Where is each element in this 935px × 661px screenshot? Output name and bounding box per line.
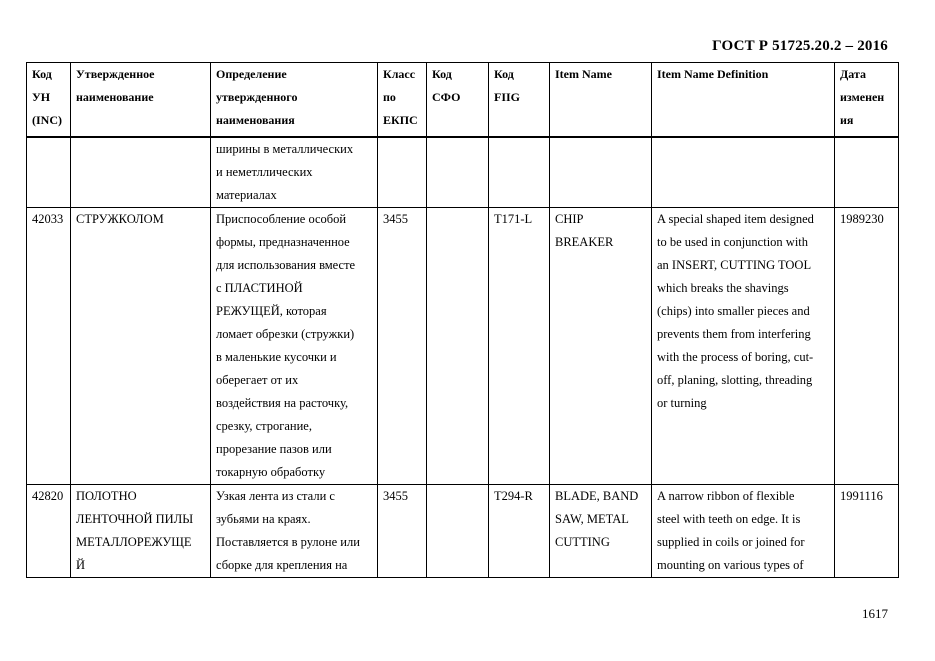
cell-text-line: 1989230 — [840, 212, 884, 226]
cell-sfo — [427, 485, 489, 578]
cell-approved-name — [71, 208, 211, 485]
cell-text-line: mounting on various types of — [657, 558, 804, 572]
cell-text-line: РЕЖУЩЕЙ, которая — [216, 304, 327, 318]
cell-text-line: FIIG — [494, 90, 521, 104]
page-number: 1617 — [862, 606, 888, 621]
cell-text-line: и неметллических — [216, 165, 313, 179]
cell-text-line: ия — [840, 113, 854, 127]
cell-text-line: T171-L — [494, 212, 533, 226]
cell-inc — [27, 137, 71, 208]
table-row — [27, 137, 899, 208]
cell-text-line: supplied in coils or joined for — [657, 535, 805, 549]
cell-text-line: an INSERT, CUTTING TOOL — [657, 258, 812, 272]
cell-text-line: Код — [432, 67, 452, 81]
cell-text-line: утвержденного — [216, 90, 298, 104]
cell-text-line: SAW, METAL — [555, 512, 629, 526]
cell-text-line: ЛЕНТОЧНОЙ ПИЛЫ — [76, 512, 194, 526]
cell-text-line: 3455 — [383, 212, 408, 226]
cell-text-line: 1991116 — [840, 489, 883, 503]
cell-text-line: материалах — [216, 188, 277, 202]
cell-text-line: воздействия на расточку, — [216, 396, 349, 410]
cell-text-line: формы, предназначенное — [216, 235, 350, 249]
cell-text-line: по — [383, 90, 396, 104]
cell-text-line: A narrow ribbon of flexible — [657, 489, 795, 503]
cell-item-name — [550, 208, 652, 485]
cell-text-line: ширины в металлических — [216, 142, 354, 156]
cell-text-line: 42033 — [32, 212, 64, 226]
cell-text-line: СФО — [432, 90, 461, 104]
cell-item-name — [550, 485, 652, 578]
cell-date — [835, 137, 899, 208]
cell-fiig — [489, 137, 550, 208]
cell-text-line: с ПЛАСТИНОЙ — [216, 281, 303, 295]
cell-text-line: Й — [76, 558, 86, 572]
cell-definition — [211, 208, 378, 485]
cell-approved-name — [71, 485, 211, 578]
header-approved-name — [71, 63, 211, 138]
cell-text-line: МЕТАЛЛОРЕЖУЩЕ — [76, 535, 192, 549]
cell-text-line: (chips) into smaller pieces and — [657, 304, 810, 318]
cell-text-line: УН — [32, 90, 51, 104]
cell-text-line: в маленькие кусочки и — [216, 350, 337, 364]
cell-text-line: токарную обработку — [216, 465, 326, 479]
cell-item-definition — [652, 137, 835, 208]
document-header-title: ГОСТ Р 51725.20.2 – 2016 — [712, 38, 888, 54]
cell-text-line: Утвержденное — [76, 67, 155, 81]
cell-text-line: Код — [494, 67, 514, 81]
cell-text-line: 42820 — [32, 489, 64, 503]
cell-text-line: сборке для крепления на — [216, 558, 348, 572]
cell-text-line: CUTTING — [555, 535, 610, 549]
cell-item-name — [550, 137, 652, 208]
cell-sfo — [427, 208, 489, 485]
cell-definition — [211, 137, 378, 208]
cell-ekps — [378, 137, 427, 208]
cell-text-line: Узкая лента из стали с — [216, 489, 335, 503]
cell-text-line: to be used in conjunction with — [657, 235, 809, 249]
catalog-table — [26, 62, 899, 578]
cell-text-line: Item Name — [555, 67, 612, 81]
cell-text-line: Поставляется в рулоне или — [216, 535, 360, 549]
cell-text-line: Item Name Definition — [657, 67, 769, 81]
cell-text-line: (INC) — [32, 113, 62, 127]
cell-inc — [27, 485, 71, 578]
cell-inc — [27, 208, 71, 485]
cell-fiig — [489, 208, 550, 485]
cell-text-line: Приспособление особой — [216, 212, 347, 226]
cell-sfo — [427, 137, 489, 208]
cell-text-line: зубьями на краях. — [216, 512, 311, 526]
cell-text-line: наименование — [76, 90, 154, 104]
cell-approved-name — [71, 137, 211, 208]
cell-text-line: BREAKER — [555, 235, 614, 249]
cell-text-line: СТРУЖКОЛОМ — [76, 212, 164, 226]
table-row — [27, 485, 899, 578]
cell-text-line: A special shaped item designed — [657, 212, 814, 226]
cell-text-line: Дата — [840, 67, 866, 81]
header-change-date — [835, 63, 899, 138]
cell-text-line: CHIP — [555, 212, 584, 226]
cell-text-line: изменен — [840, 90, 885, 104]
cell-text-line: with the process of boring, cut- — [657, 350, 814, 364]
header-ekps-class — [378, 63, 427, 138]
table-row — [27, 208, 899, 485]
cell-text-line: or turning — [657, 396, 707, 410]
cell-text-line: наименования — [216, 113, 295, 127]
cell-text-line: T294-R — [494, 489, 533, 503]
cell-text-line: Определение — [216, 67, 287, 81]
cell-text-line: prevents them from interfering — [657, 327, 811, 341]
cell-ekps — [378, 208, 427, 485]
cell-item-definition — [652, 485, 835, 578]
cell-text-line: прорезание пазов или — [216, 442, 332, 456]
cell-date — [835, 485, 899, 578]
cell-text-line: для использования вместе — [216, 258, 356, 272]
cell-definition — [211, 485, 378, 578]
header-sfo-code — [427, 63, 489, 138]
header-fiig-code — [489, 63, 550, 138]
header-item-name-definition — [652, 63, 835, 138]
cell-text-line: оберегает от их — [216, 373, 299, 387]
cell-text-line: BLADE, BAND — [555, 489, 639, 503]
cell-text-line: Класс — [383, 67, 416, 81]
cell-date — [835, 208, 899, 485]
header-inc — [27, 63, 71, 138]
cell-text-line: 3455 — [383, 489, 408, 503]
cell-text-line: steel with teeth on edge. It is — [657, 512, 801, 526]
cell-fiig — [489, 485, 550, 578]
cell-text-line: which breaks the shavings — [657, 281, 789, 295]
header-definition — [211, 63, 378, 138]
cell-text-line: off, planing, slotting, threading — [657, 373, 813, 387]
cell-text-line: срезку, строгание, — [216, 419, 312, 433]
cell-text-line: ломает обрезки (стружки) — [216, 327, 355, 341]
cell-text-line: ПОЛОТНО — [76, 489, 137, 503]
cell-text-line: Код — [32, 67, 52, 81]
cell-item-definition — [652, 208, 835, 485]
header-item-name — [550, 63, 652, 138]
cell-text-line: ЕКПС — [383, 113, 418, 127]
table-header-row — [27, 63, 899, 138]
cell-ekps — [378, 485, 427, 578]
